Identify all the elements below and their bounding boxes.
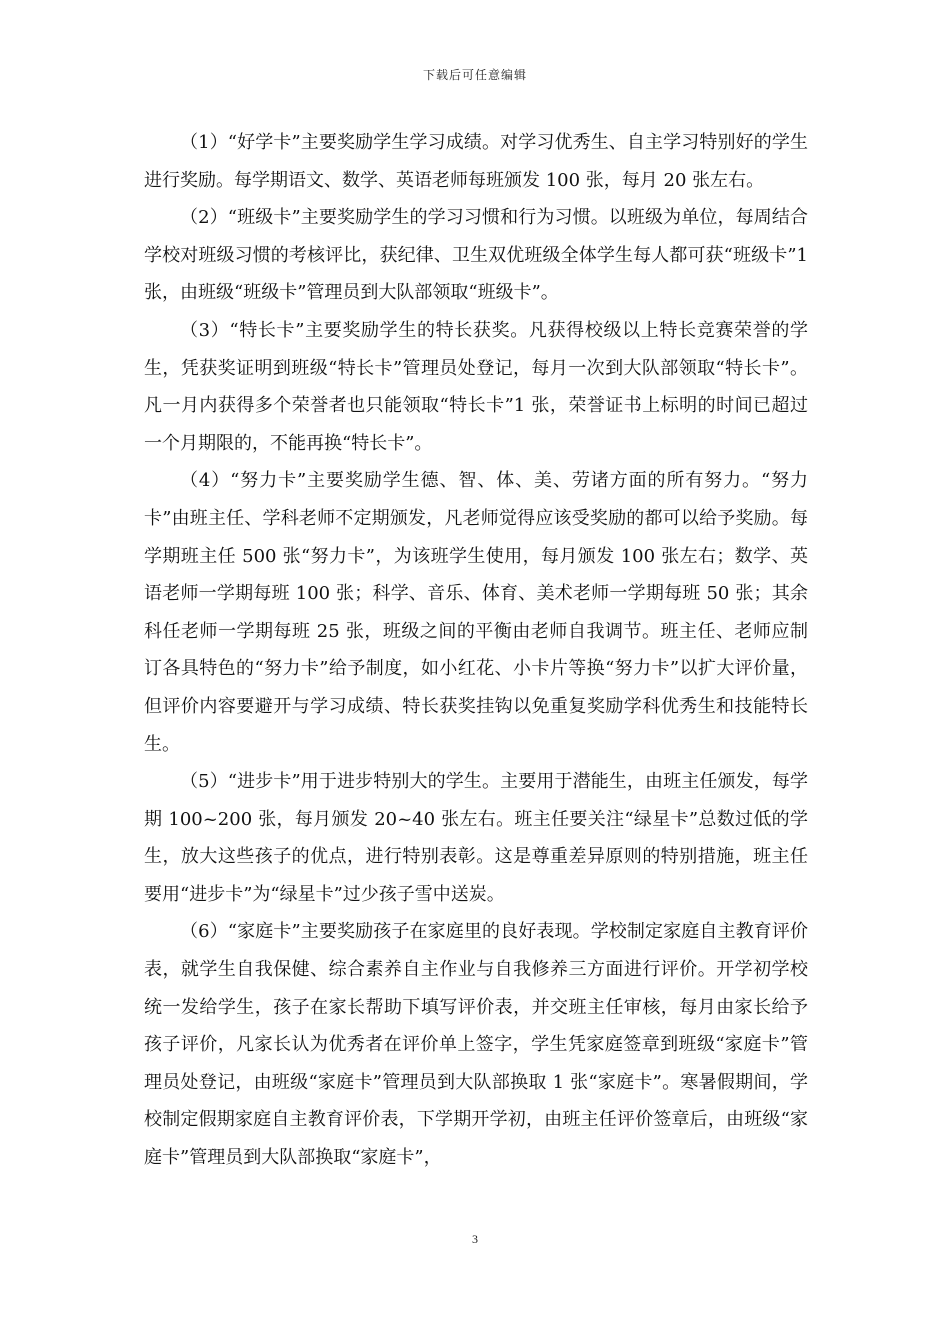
paragraph-effort-card: （4）“努力卡”主要奖励学生德、智、体、美、劳诸方面的所有努力。“努力卡”由班主任、学科老师不定期颁发，凡老师觉得应该受奖励的都可以给予奖励。每学期班主任 500 张“努力卡”，为该班学生使用，每月颁发 100 张左右；数学、英语老师一学期每班 100 张；科学、音乐、体育、美术老师一学期每班 50 张；其余科任老师一学期每班 25 张，班级之间的平衡由老师自我调节。班主任、老师应制订各具特色的“努力卡”给予制度，如小红花、小卡片等换“努力卡”以扩大评价量，但评价内容要避开与学习成绩、特长获奖挂钩以免重复奖励学科优秀生和技能特长生。 [144,470,808,755]
paragraph-class-card: （2）“班级卡”主要奖励学生的学习习惯和行为习惯。以班级为单位，每周结合学校对班级习惯的考核评比，获纪律、卫生双优班级全体学生每人都可获“班级卡”1 张，由班级“班级卡”管理员到大队部领取“班级卡”。 [144,207,808,304]
paragraph-family-card: （6）“家庭卡”主要奖励孩子在家庭里的良好表现。学校制定家庭自主教育评价表，就学生自我保健、综合素养自主作业与自我修养三方面进行评价。开学初学校统一发给学生，孩子在家长帮助下填写评价表，并交班主任审核，每月由家长给予孩子评价，凡家长认为优秀者在评价单上签字，学生凭家庭签章到班级“家庭卡”管理员处登记，由班级“家庭卡”管理员到大队部换取 1 张“家庭卡”。寒暑假期间，学校制定假期家庭自主教育评价表，下学期开学初，由班主任评价签章后，由班级“家庭卡”管理员到大队部换取“家庭卡”， [144,921,808,1169]
page-header: 下载后可任意编辑 [422,68,527,82]
document-body [144,124,808,1177]
paragraph-progress-card: （5）“进步卡”用于进步特别大的学生。主要用于潜能生，由班主任颁发，每学期 100~200 张，每月颁发 20~40 张左右。班主任要关注“绿星卡”总数过低的学生，放大这些孩子的优点，进行特别表彰。这是尊重差异原则的特别措施，班主任要用“进步卡”为“绿星卡”过少孩子雪中送炭。 [144,771,808,905]
paragraph-talent-card: （3）“特长卡”主要奖励学生的特长获奖。凡获得校级以上特长竞赛荣誉的学生，凭获奖证明到班级“特长卡”管理员处登记，每月一次到大队部领取“特长卡”。凡一月内获得多个荣誉者也只能领取“特长卡”1 张，荣誉证书上标明的时间已超过一个月期限的，不能再换“特长卡”。 [144,319,808,454]
page-number: 3 [472,1232,478,1246]
paragraph-good-study-card: （1）“好学卡”主要奖励学生学习成绩。对学习优秀生、自主学习特别好的学生进行奖励。每学期语文、数学、英语老师每班颁发 100 张，每月 20 张左右。 [144,132,808,191]
